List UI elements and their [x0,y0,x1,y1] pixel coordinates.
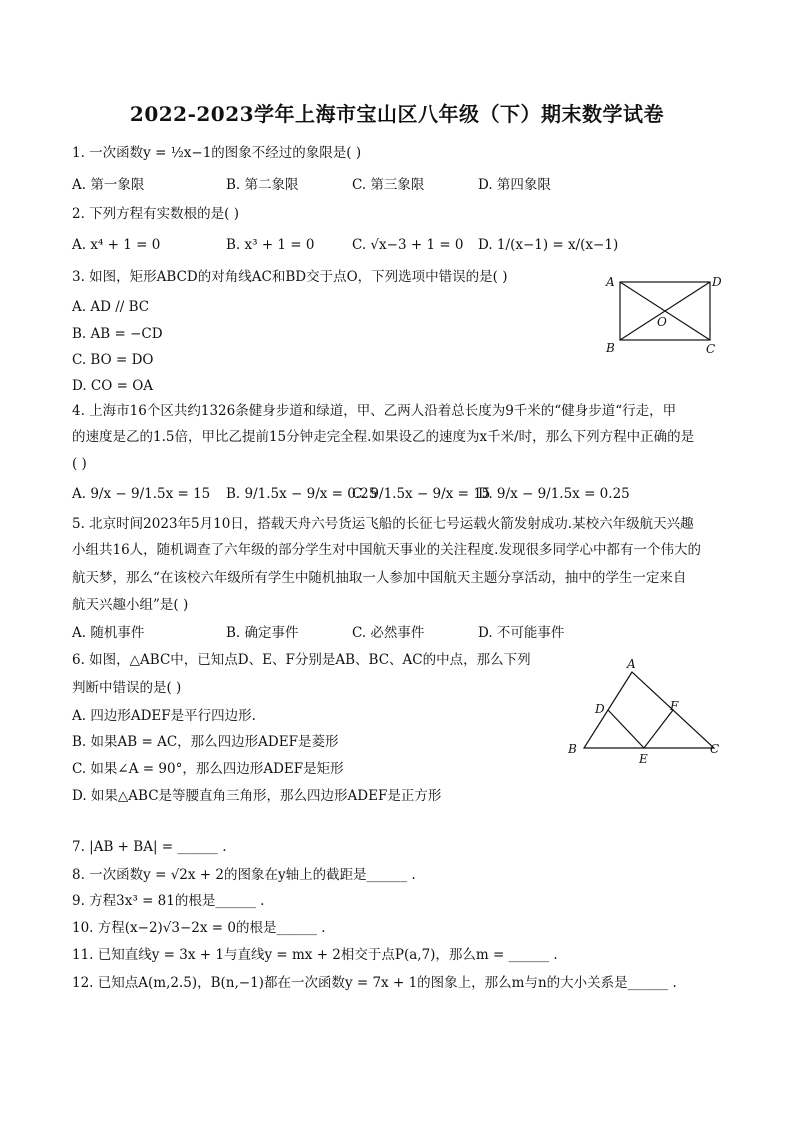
question-1-stem: 1. 一次函数y = ½x−1的图象不经过的象限是( ) [72,145,362,161]
label-b: B [606,341,615,355]
question-4-line-3: ( ) [72,456,87,472]
q2-option-c[interactable]: C. √x−3 + 1 = 0 [352,237,464,253]
question-3-stem: 3. 如图，矩形ABCD的对角线AC和BD交于点O，下列选项中错误的是( ) [72,269,508,285]
q6-option-a[interactable]: A. 四边形ADEF是平行四边形. [72,708,256,724]
q4-option-b[interactable]: B. 9/1.5x − 9/x = 0.25 [226,486,378,502]
q2-option-d[interactable]: D. 1/(x−1) = x/(x−1) [478,237,619,253]
q1-option-a[interactable]: A. 第一象限 [72,177,145,193]
question-6-line-2: 判断中错误的是( ) [72,680,182,696]
label-a: A [606,275,615,289]
question-7: 7. |AB + BA| = ______ . [72,839,227,855]
question-2-stem: 2. 下列方程有实数根的是( ) [72,206,239,222]
q4-option-a[interactable]: A. 9/x − 9/1.5x = 15 [72,486,211,502]
label-f: F [670,699,679,713]
q2-option-a[interactable]: A. x⁴ + 1 = 0 [72,237,161,253]
q5-option-d[interactable]: D. 不可能事件 [478,625,565,641]
label-c: C [706,342,716,356]
q4-option-d[interactable]: D. 9/x − 9/1.5x = 0.25 [478,486,630,502]
question-5-line-2: 小组共16人，随机调查了六年级的部分学生对中国航天事业的关注程度.发现很多同学心中都有一个伟大的 [72,542,701,558]
label-c: C [710,742,720,756]
label-o: O [657,315,667,329]
triangle-abc-figure [562,656,732,768]
rectangle-abcd-figure [596,270,726,360]
question-11: 11. 已知直线y = 3x + 1与直线y = mx + 2相交于点P(a,7)，那么m = ______ . [72,947,558,963]
q2-option-b[interactable]: B. x³ + 1 = 0 [226,237,315,253]
question-4-line-2: 的速度是乙的1.5倍，甲比乙提前15分钟走完全程.如果设乙的速度为x千米/时，那么下列方程中正确的是 [72,429,695,445]
q1-option-d[interactable]: D. 第四象限 [478,177,551,193]
label-d: D [712,275,722,289]
page-title: 2022-2023学年上海市宝山区八年级（下）期末数学试卷 [129,102,665,126]
q5-option-c[interactable]: C. 必然事件 [352,625,425,641]
label-a: A [627,657,636,671]
question-8: 8. 一次函数y = √2x + 2的图象在y轴上的截距是______ . [72,867,416,883]
question-5-line-1: 5. 北京时间2023年5月10日，搭载天舟六号货运飞船的长征七号运载火箭发射成功.某校六年级航天兴趣 [72,516,694,532]
question-5-line-4: 航天兴趣小组”是( ) [72,597,189,613]
q3-option-a[interactable]: A. AD // BC [72,299,150,315]
q5-option-a[interactable]: A. 随机事件 [72,625,145,641]
question-6-line-1: 6. 如图，△ABC中，已知点D、E、F分别是AB、BC、AC的中点，那么下列 [72,652,531,668]
q1-option-c[interactable]: C. 第三象限 [352,177,425,193]
question-12: 12. 已知点A(m,2.5)，B(n,−1)都在一次函数y = 7x + 1的图象上，那么m与n的大小关系是______ . [72,975,677,991]
q3-option-c[interactable]: C. BO = DO [72,352,154,368]
q3-option-b[interactable]: B. AB = −CD [72,326,163,342]
q4-option-c[interactable]: C. 9/1.5x − 9/x = 15 [352,486,491,502]
q6-option-b[interactable]: B. 如果AB = AC，那么四边形ADEF是菱形 [72,734,339,750]
q1-option-b[interactable]: B. 第二象限 [226,177,299,193]
label-b: B [568,742,577,756]
label-e: E [639,752,648,766]
midsegments-de-ef [608,710,673,748]
question-4-line-1: 4. 上海市16个区共约1326条健身步道和绿道，甲、乙两人沿着总长度为9千米的“健身步道“行走，甲 [72,403,677,419]
question-10: 10. 方程(x−2)√3−2x = 0的根是______ . [72,920,326,936]
q5-option-b[interactable]: B. 确定事件 [226,625,299,641]
question-5-line-3: 航天梦，那么“在该校六年级所有学生中随机抽取一人参加中国航天主题分享活动，抽中的学生一定来自 [72,570,687,586]
q6-option-c[interactable]: C. 如果∠A = 90°，那么四边形ADEF是矩形 [72,761,344,777]
label-d: D [595,702,605,716]
question-9: 9. 方程3x³ = 81的根是______ . [72,893,265,909]
q3-option-d[interactable]: D. CO = OA [72,378,154,394]
q6-option-d[interactable]: D. 如果△ABC是等腰直角三角形，那么四边形ADEF是正方形 [72,788,442,804]
